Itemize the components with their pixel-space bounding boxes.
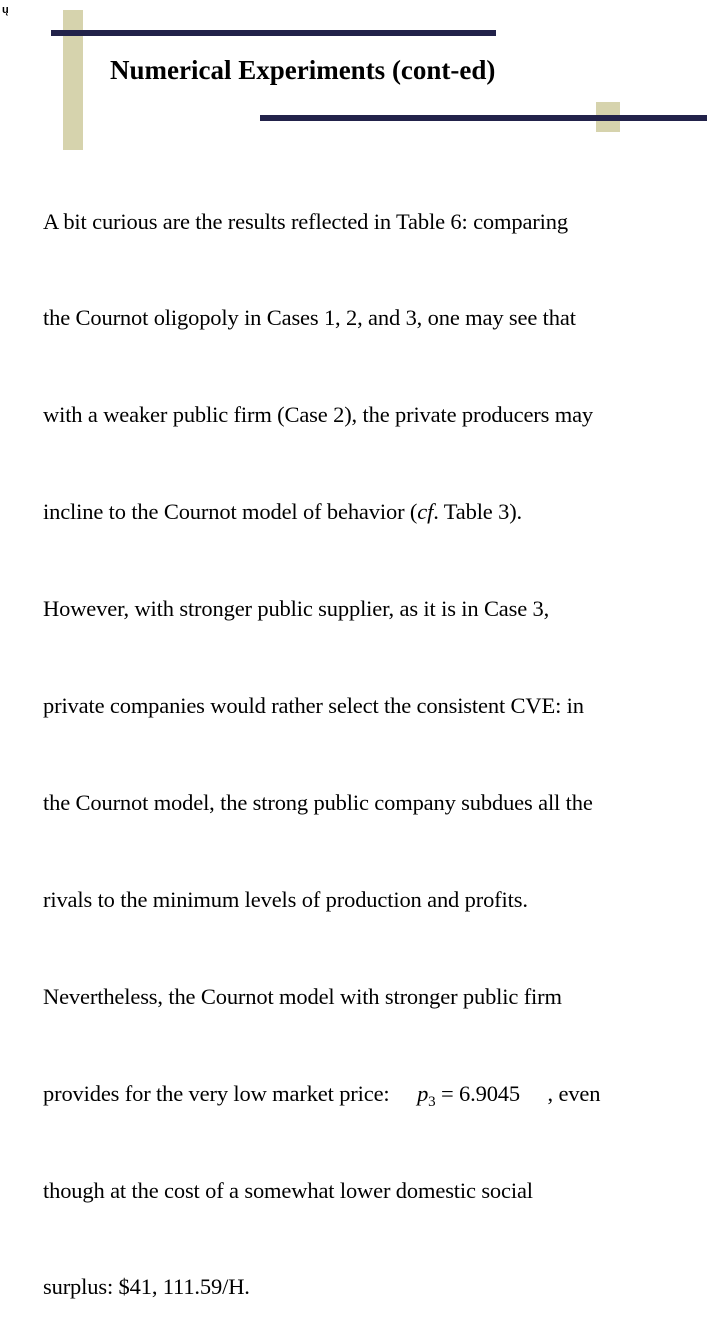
body-line: However, with stronger public supplier, as it is in Case 3,: [43, 596, 550, 622]
slide-title: Numerical Experiments (cont-ed): [110, 55, 496, 85]
body-line: private companies would rather select the consistent CVE: in: [43, 693, 584, 719]
title-rule-bottom: [260, 115, 707, 121]
title-rule-top: [51, 30, 496, 36]
body-line: the Cournot model, the strong public company subdues all the: [43, 789, 593, 815]
body-line: the Cournot oligopoly in Cases 1, 2, and 3, one may see that: [43, 305, 576, 331]
body-line: with a weaker public firm (Case 2), the private producers may: [43, 402, 594, 428]
body-line: rivals to the minimum levels of production and profits.: [43, 886, 528, 912]
formula-variable: p: [417, 1080, 429, 1106]
body-line: [43, 1078, 720, 1110]
cf-italic: cf: [417, 499, 434, 525]
price-formula: [390, 1078, 548, 1113]
body-line: surplus: $41, 111.59/H.: [43, 1274, 250, 1300]
body-line: Nevertheless, the Cournot model with stronger public firm: [43, 983, 562, 1009]
body-line-text: provides for the very low market price:: [43, 1080, 390, 1106]
body-line-tail: , even: [547, 1080, 601, 1106]
body-paragraph: [43, 141, 720, 1336]
corner-mark: ų: [2, 4, 8, 16]
body-line: [43, 496, 720, 528]
formula-rhs: = 6.9045: [435, 1080, 520, 1106]
body-line: A bit curious are the results reflected in Table 6: comparing: [43, 208, 568, 234]
body-line-text: incline to the Cournot model of behavior (: [43, 499, 418, 525]
body-line: though at the cost of a somewhat lower domestic social: [43, 1177, 533, 1203]
body-line-tail: . Table 3).: [433, 499, 523, 525]
formula-subscript: 3: [428, 1093, 436, 1110]
